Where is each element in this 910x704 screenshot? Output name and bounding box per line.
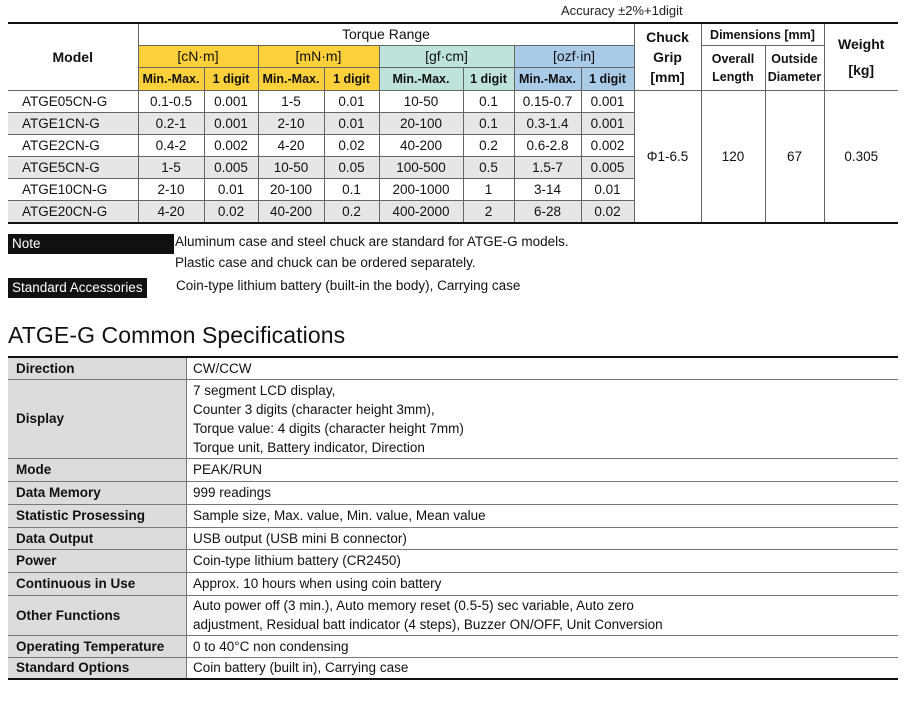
- common-specs-table: [8, 356, 898, 680]
- unit-ozfin: [ozf·in]: [514, 46, 634, 68]
- value-cell: 4-20: [138, 201, 204, 224]
- value-cell: 0.5: [463, 157, 514, 179]
- value-cell: 0.2: [324, 201, 379, 224]
- model-cell: ATGE20CN-G: [8, 201, 138, 224]
- spec-value: 999 readings: [187, 481, 899, 504]
- chuck-header-line2: Grip: [653, 49, 682, 65]
- weight-header-line1: Weight: [838, 36, 885, 52]
- value-cell: 0.6-2.8: [514, 135, 581, 157]
- value-cell: 0.001: [581, 113, 634, 135]
- digit-header-mnm: 1 digit: [324, 68, 379, 91]
- value-cell: 2-10: [258, 113, 324, 135]
- value-cell: 1-5: [138, 157, 204, 179]
- chuck-header-line1: Chuck: [646, 29, 689, 45]
- value-cell: 0.02: [204, 201, 258, 224]
- spec-row: [8, 481, 898, 504]
- value-cell: 0.02: [324, 135, 379, 157]
- spec-label: Operating Temperature: [8, 635, 187, 657]
- spec-value: 7 segment LCD display, Counter 3 digits (character height 3mm), Torque value: 4 digits (character height 7mm) Torque unit, Battery indicator, Direction: [187, 379, 899, 458]
- value-cell: 400-2000: [379, 201, 463, 224]
- spec-value: 0 to 40°C non condensing: [187, 635, 899, 657]
- chuck-header-line3: [mm]: [650, 69, 685, 85]
- accuracy-note: Accuracy ±2%+1digit: [561, 3, 683, 18]
- model-header: Model: [8, 23, 138, 91]
- overall-length-value: 120: [701, 91, 765, 224]
- spec-label: Display: [8, 379, 187, 458]
- value-cell: 0.01: [204, 179, 258, 201]
- value-cell: 6-28: [514, 201, 581, 224]
- value-cell: 0.2: [463, 135, 514, 157]
- value-cell: 4-20: [258, 135, 324, 157]
- value-cell: 0.1-0.5: [138, 91, 204, 113]
- note-line2: Plastic case and chuck can be ordered separately.: [175, 255, 476, 270]
- spec-label: Mode: [8, 458, 187, 481]
- digit-header-cnm: 1 digit: [204, 68, 258, 91]
- spec-label: Data Output: [8, 527, 187, 549]
- spec-value: USB output (USB mini B connector): [187, 527, 899, 549]
- spec-label: Other Functions: [8, 595, 187, 635]
- value-cell: 1: [463, 179, 514, 201]
- overall-line1: Overall: [711, 52, 755, 66]
- value-cell: 1.5-7: [514, 157, 581, 179]
- outside-line1: Outside: [771, 52, 818, 66]
- value-cell: 100-500: [379, 157, 463, 179]
- dimensions-header: Dimensions [mm]: [701, 23, 824, 46]
- value-cell: 3-14: [514, 179, 581, 201]
- value-cell: 2: [463, 201, 514, 224]
- value-cell: 0.2-1: [138, 113, 204, 135]
- spec-label: Power: [8, 549, 187, 572]
- value-cell: 0.002: [204, 135, 258, 157]
- spec-label: Data Memory: [8, 481, 187, 504]
- torque-range-table: [8, 22, 898, 224]
- chuck-grip-header: [634, 23, 701, 91]
- value-cell: 0.3-1.4: [514, 113, 581, 135]
- model-cell: ATGE1CN-G: [8, 113, 138, 135]
- value-cell: 0.1: [463, 91, 514, 113]
- spec-value: Coin battery (built in), Carrying case: [187, 657, 899, 679]
- spec-row: [8, 635, 898, 657]
- value-cell: 0.002: [581, 135, 634, 157]
- spec-value: PEAK/RUN: [187, 458, 899, 481]
- value-cell: 0.005: [204, 157, 258, 179]
- overall-line2: Length: [712, 70, 754, 84]
- model-cell: ATGE5CN-G: [8, 157, 138, 179]
- spec-row: [8, 572, 898, 595]
- value-cell: 20-100: [379, 113, 463, 135]
- value-cell: 0.001: [204, 113, 258, 135]
- note-label: Note: [8, 234, 174, 254]
- spec-row: [8, 549, 898, 572]
- value-cell: 2-10: [138, 179, 204, 201]
- spec-row: [8, 458, 898, 481]
- outside-diameter-value: 67: [765, 91, 824, 224]
- model-cell: ATGE10CN-G: [8, 179, 138, 201]
- weight-value: 0.305: [824, 91, 898, 224]
- unit-mnm: [mN·m]: [258, 46, 379, 68]
- overall-length-header: [701, 46, 765, 91]
- value-cell: 0.1: [324, 179, 379, 201]
- weight-header-line2: [kg]: [848, 62, 875, 78]
- spec-value: Sample size, Max. value, Min. value, Mean value: [187, 504, 899, 527]
- spec-row: [8, 504, 898, 527]
- note-line1: Aluminum case and steel chuck are standard for ATGE-G models.: [175, 234, 569, 249]
- digit-header-ozfin: 1 digit: [581, 68, 634, 91]
- value-cell: 1-5: [258, 91, 324, 113]
- value-cell: 0.01: [324, 91, 379, 113]
- specs-title: ATGE-G Common Specifications: [8, 322, 346, 348]
- value-cell: 40-200: [379, 135, 463, 157]
- model-cell: ATGE05CN-G: [8, 91, 138, 113]
- value-cell: 0.15-0.7: [514, 91, 581, 113]
- value-cell: 0.01: [324, 113, 379, 135]
- value-cell: 0.001: [204, 91, 258, 113]
- spec-label: Direction: [8, 357, 187, 379]
- chuck-grip-value: Φ1-6.5: [634, 91, 701, 224]
- value-cell: 0.4-2: [138, 135, 204, 157]
- outside-diameter-header: [765, 46, 824, 91]
- value-cell: 10-50: [379, 91, 463, 113]
- minmax-header-mnm: Min.-Max.: [258, 68, 324, 91]
- spec-row: [8, 595, 898, 635]
- value-cell: 0.1: [463, 113, 514, 135]
- unit-gfcm: [gf·cm]: [379, 46, 514, 68]
- value-cell: 40-200: [258, 201, 324, 224]
- value-cell: 0.02: [581, 201, 634, 224]
- value-cell: 0.005: [581, 157, 634, 179]
- digit-header-gfcm: 1 digit: [463, 68, 514, 91]
- value-cell: 200-1000: [379, 179, 463, 201]
- value-cell: 0.05: [324, 157, 379, 179]
- table-row: [8, 91, 898, 113]
- value-cell: 0.01: [581, 179, 634, 201]
- standard-accessories-text: Coin-type lithium battery (built-in the body), Carrying case: [176, 278, 521, 293]
- spec-row: [8, 357, 898, 379]
- spec-label: Statistic Prosessing: [8, 504, 187, 527]
- minmax-header-cnm: Min.-Max.: [138, 68, 204, 91]
- minmax-header-gfcm: Min.-Max.: [379, 68, 463, 91]
- spec-row: [8, 379, 898, 458]
- spec-label: Continuous in Use: [8, 572, 187, 595]
- spec-row: [8, 527, 898, 549]
- torque-range-header: Torque Range: [138, 23, 634, 46]
- unit-cnm: [cN·m]: [138, 46, 258, 68]
- spec-value: CW/CCW: [187, 357, 899, 379]
- spec-value: Coin-type lithium battery (CR2450): [187, 549, 899, 572]
- minmax-header-ozfin: Min.-Max.: [514, 68, 581, 91]
- value-cell: 20-100: [258, 179, 324, 201]
- value-cell: 10-50: [258, 157, 324, 179]
- model-cell: ATGE2CN-G: [8, 135, 138, 157]
- spec-row: [8, 657, 898, 679]
- spec-value: Approx. 10 hours when using coin battery: [187, 572, 899, 595]
- spec-label: Standard Options: [8, 657, 187, 679]
- spec-value: Auto power off (3 min.), Auto memory reset (0.5-5) sec variable, Auto zero adjustment, Residual batt indicator (4 steps), Buzzer ON/OFF, Unit Conversion: [187, 595, 899, 635]
- outside-line2: Diameter: [767, 70, 822, 84]
- weight-header: [824, 23, 898, 91]
- value-cell: 0.001: [581, 91, 634, 113]
- standard-accessories-label: Standard Accessories: [8, 278, 147, 298]
